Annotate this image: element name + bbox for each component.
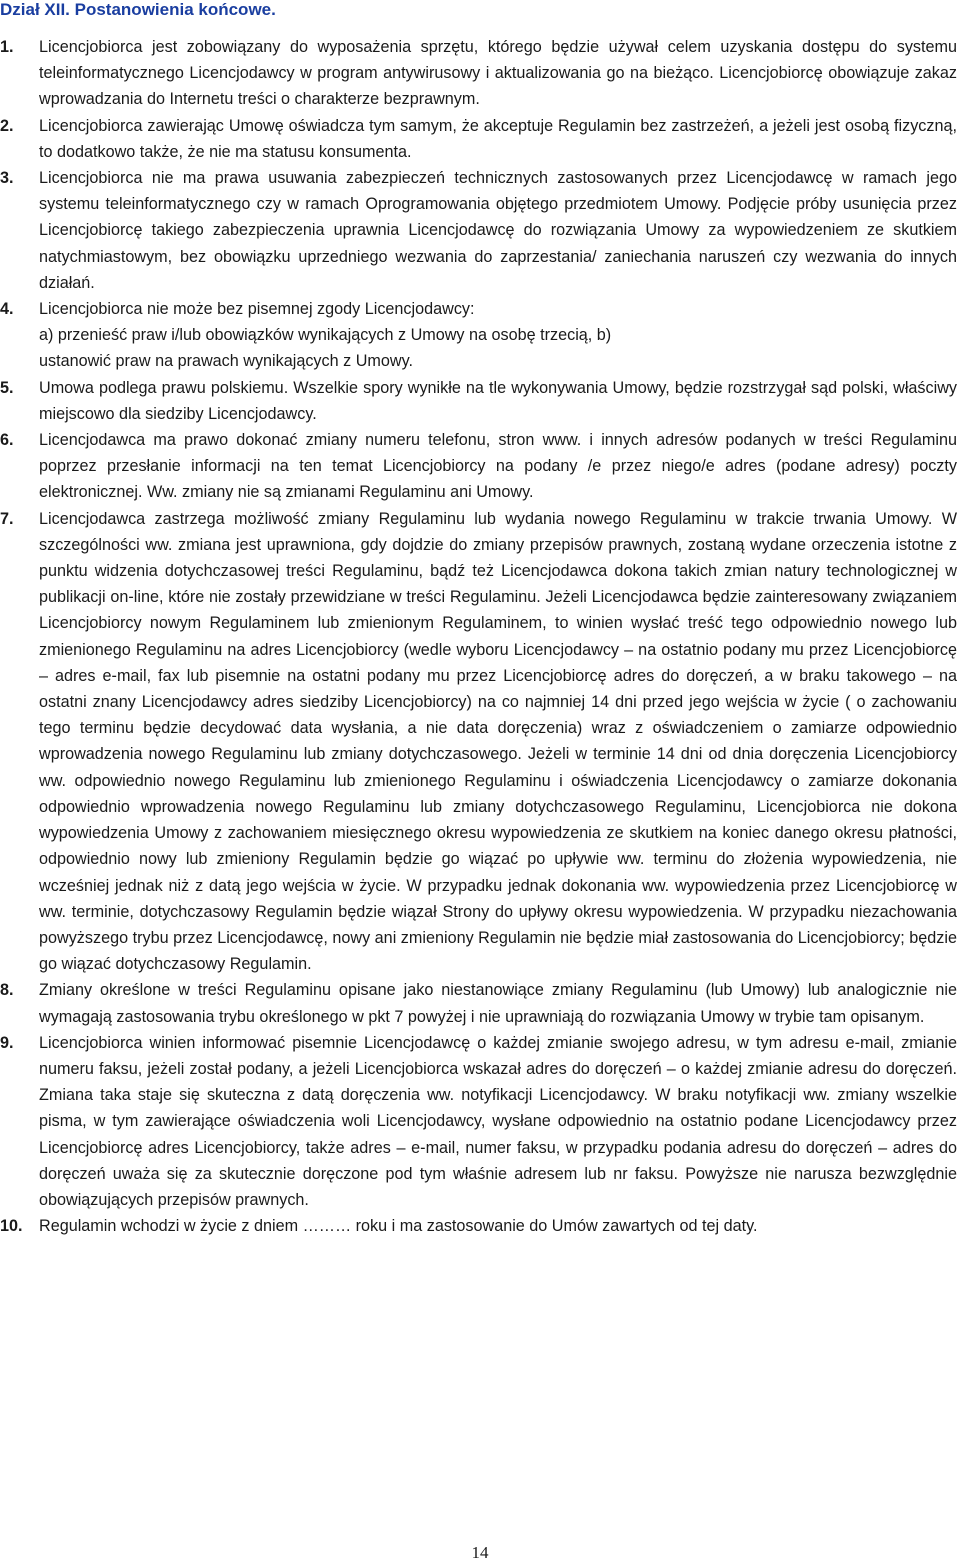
page-number: 14 [471,1543,489,1562]
item-text: Licencjobiorca winien informować pisemnie Licencjodawcę o każdej zmianie swojego adresu, w tym adresu e-mail, zmianie numeru faksu, jeżeli został podany, a jeżeli Licencjobiorca wskazał adres do doręczeń – o każdej zmianie adresu do doręczeń. Zmiana taka staje się skuteczna z datą doręczenia ww. notyfikacji Licencjodawcy. W braku notyfikacji ww. zmiany wszelkie pisma, w tym zawierające oświadczenia woli Licencjodawcy, wysłane odpowiednio na ostatnio podane Licencjodawcy przez Licencjobiorcę adres Licencjobiorcy, także adres – e-mail, numer faksu, w przypadku podania adresu do doręczeń – adres do doręczeń uważa się za skutecznie doręczone pod tym właśnie adresem lub nr faksu. Powyższe nie narusza bezwzględnie obowiązujących przepisów prawnych. [39,1033,957,1209]
item-text: Zmiany określone w treści Regulaminu opisane jako niestanowiące zmiany Regulaminu (lub Umowy) lub analogicznie nie wymagają zastosowania trybu określonego w pkt 7 powyżej i nie uprawniają do rozwiązania Umowy w trybie tam opisanym. [39,981,957,1026]
list-item [0,1030,957,1213]
item-text: Licencjobiorca jest zobowiązany do wyposażenia sprzętu, którego będzie używał celem uzyskania dostępu do systemu teleinformatycznego Licencjodawcy w program antywirusowy i aktualizowania go na bieżąco. Licencjobiorcę obowiązuje zakaz wprowadzania do Internetu treści o charakterze bezprawnym. [39,38,957,109]
item-number: 1. [0,38,14,56]
provisions-list [0,34,957,1239]
list-item [0,375,957,427]
item-number: 4. [0,300,14,319]
list-item [0,165,957,296]
item-number: 5. [0,378,14,397]
item-text: Regulamin wchodzi w życie z dniem ……… roku i ma zastosowanie do Umów zawartych od tej daty. [39,1217,758,1236]
section-heading: Dział XII. Postanowienia końcowe. [0,0,276,19]
item-number: 9. [0,1033,14,1052]
item-number: 2. [0,116,14,135]
item-text: Licencjodawca zastrzega możliwość zmiany Regulaminu lub wydania nowego Regulaminu w trakcie trwania Umowy. W szczególności ww. zmiana jest uprawniona, gdy dojdzie do zmiany przepisów prawnych, zostaną wydane orzeczenia istotne z punktu widzenia dotychczasowej treści Regulaminu, bądź też Licencjodawca dokona takich zmian natury technologicznej w publikacji on-line, które nie zostały przewidziane w treści Regulaminu. Jeżeli Licencjodawca będzie zainteresowany związaniem Licencjobiorcy nowym Regulaminem lub zmienionym Regulaminem, to winien wysłać treść tego odpowiednio nowego lub zmienionego Regulaminu na adres Licencjobiorcy (wedle wyboru Licencjodawcy – na ostatnio podany mu przez Licencjobiorcę – adres e-mail, fax lub pisemnie na ostatni podany mu przez Licencjobiorcę adres do doręczeń, a w braku takowego – na ostatni znany Licencjodawcy adres siedziby Licencjobiorcy) na co najmniej 14 dni przed jego wejścia w życie ( o zachowaniu tego terminu będzie decydować data wysłania, a nie data doręczenia) wraz z oświadczeniem o zamiarze odpowiednio wprowadzenia nowego Regulaminu lub zmiany dotychczasowego. Jeżeli w terminie 14 dni od dnia doręczenia Licencjobiorcy ww. odpowiednio nowego Regulaminu lub zmienionego Regulaminu i oświadczenia Licencjodawcy o zamiarze dokonania odpowiednio wprowadzenia nowego Regulaminu lub zmiany dotychczasowego Regulaminu, Licencjobiorca nie dokona wypowiedzenia Umowy z zachowaniem miesięcznego okresu wypowiedzenia ze skutkiem na koniec danego okresu płatności, odpowiednio nowy lub zmieniony Regulamin będzie go wiązać po upływie ww. terminu do złożenia wypowiedzenia, nie wcześniej jednak niż z datą jego wejścia w życie. W przypadku jednak dokonania ww. wypowiedzenia przez Licencjobiorcę w ww. terminie, dotychczasowy Regulamin będzie wiązał Strony do upływy okresu wypowiedzenia. W przypadku niezachowania powyższego trybu przez Licencjodawcę, nowy ani zmieniony Regulamin nie będzie miał zastosowania do Licencjobiorcy; będzie go wiązać dotychczasowy Regulamin. [39,509,957,974]
list-item [0,1213,957,1239]
item-text: Licencjobiorca nie może bez pisemnej zgody Licencjodawcy: [39,300,475,319]
item-text: Licencjodawca ma prawo dokonać zmiany numeru telefonu, stron www. i innych adresów podanych w treści Regulaminu poprzez przesłanie informacji na ten temat Licencjobiorcy na podany /e przez niego/e adres (podane adresy) poczty elektronicznej. Ww. zmiany nie są zmianami Regulaminu ani Umowy. [39,431,957,502]
list-item [0,34,957,113]
item-text: Licencjobiorca nie ma prawa usuwania zabezpieczeń technicznych zastosowanych przez Licencjodawcę w ramach jego systemu teleinformatycznego czy w ramach Oprogramowania objętego przedmiotem Umowy. Podjęcie próby usunięcia przez Licencjobiorcę takiego zabezpieczenia uprawnia Licencjodawcę do rozwiązania Umowy za wypowiedzeniem ze skutkiem natychmiastowym, bez obowiązku uprzedniego wezwania do zaprzestania/ zaniechania naruszeń czy wezwania do innych działań. [39,169,957,292]
list-item [0,113,957,165]
list-item [0,296,957,375]
item-number: 7. [0,509,14,528]
item-number: 10. [0,1217,23,1236]
item-subline: a) przenieść praw i/lub obowiązków wynikających z Umowy na osobę trzecią, b) [39,326,612,345]
list-item [0,977,957,1029]
item-number: 6. [0,431,14,450]
list-item [0,506,957,978]
item-number: 3. [0,169,14,188]
item-text: Licencjobiorca zawierając Umowę oświadcza tym samym, że akceptuje Regulamin bez zastrzeżeń, a jeżeli jest osobą fizyczną, to dodatkowo także, że nie ma statusu konsumenta. [39,116,957,161]
item-subline: ustanowić praw na prawach wynikających z Umowy. [39,352,413,371]
item-text: Umowa podlega prawu polskiemu. Wszelkie spory wynikłe na tle wykonywania Umowy, będzie rozstrzygał sąd polski, właściwy miejscowo dla siedziby Licencjodawcy. [39,378,957,423]
item-number: 8. [0,981,14,1000]
list-item [0,427,957,506]
